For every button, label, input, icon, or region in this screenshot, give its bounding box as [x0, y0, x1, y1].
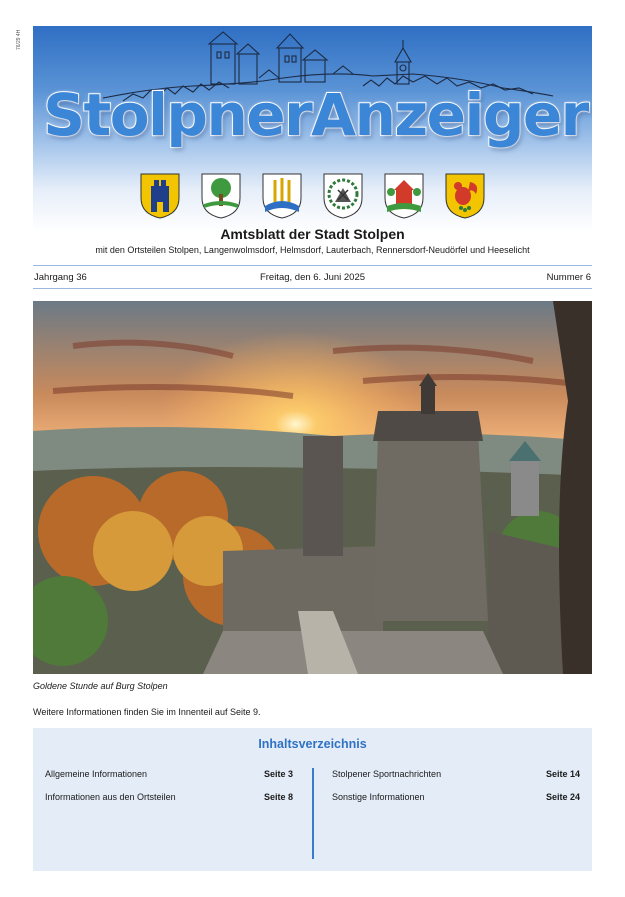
toc-item-label: Allgemeine Informationen	[45, 769, 148, 779]
masthead	[33, 26, 592, 260]
crest-row	[139, 172, 489, 220]
toc-divider	[312, 768, 314, 859]
toc-item-page: Seite 8	[263, 792, 293, 802]
toc-item-page: Seite 14	[545, 769, 580, 779]
masthead-subtitle: Amtsblatt der Stadt Stolpen	[220, 226, 405, 242]
masthead-title: StolpnerAnzeiger	[43, 81, 588, 149]
issue-info-bar	[33, 265, 592, 289]
heeselicht-crest-icon	[444, 172, 486, 220]
issue-date: Freitag, den 6. Juni 2025	[259, 271, 366, 283]
toc-item[interactable]	[332, 769, 580, 779]
issue-number: Nummer 6	[546, 271, 591, 283]
toc-item-page: Seite 3	[263, 769, 293, 779]
side-code	[14, 26, 24, 52]
toc-item[interactable]	[45, 792, 293, 802]
issue-volume: Jahrgang 36	[34, 271, 87, 283]
toc-item-label: Sonstige Informationen	[332, 792, 425, 802]
table-of-contents	[33, 728, 592, 871]
side-code-text: 76/29 4H	[16, 29, 22, 50]
toc-item-page: Seite 24	[545, 792, 580, 802]
toc-item-label: Informationen aus den Ortsteilen	[45, 792, 176, 802]
toc-item[interactable]	[45, 769, 293, 779]
toc-item-label: Stolpener Sportnachrichten	[332, 769, 442, 779]
rennersdorf-crest-icon	[383, 172, 425, 220]
langenwolmsdorf-crest-icon	[200, 172, 242, 220]
photo-caption: Goldene Stunde auf Burg Stolpen	[33, 681, 168, 691]
toc-item[interactable]	[332, 792, 580, 802]
stolpen-crest-icon	[139, 172, 181, 220]
masthead-districts: mit den Ortsteilen Stolpen, Langenwolmsdorf, Helmsdorf, Lauterbach, Rennersdorf-Neudörfel und Heeselicht	[95, 245, 530, 255]
toc-title: Inhaltsverzeichnis	[258, 737, 367, 751]
more-info-text: Weitere Informationen finden Sie im Innenteil auf Seite 9.	[33, 707, 261, 717]
lauterbach-crest-icon	[322, 172, 364, 220]
cover-photo	[33, 301, 592, 674]
helmsdorf-crest-icon	[261, 172, 303, 220]
